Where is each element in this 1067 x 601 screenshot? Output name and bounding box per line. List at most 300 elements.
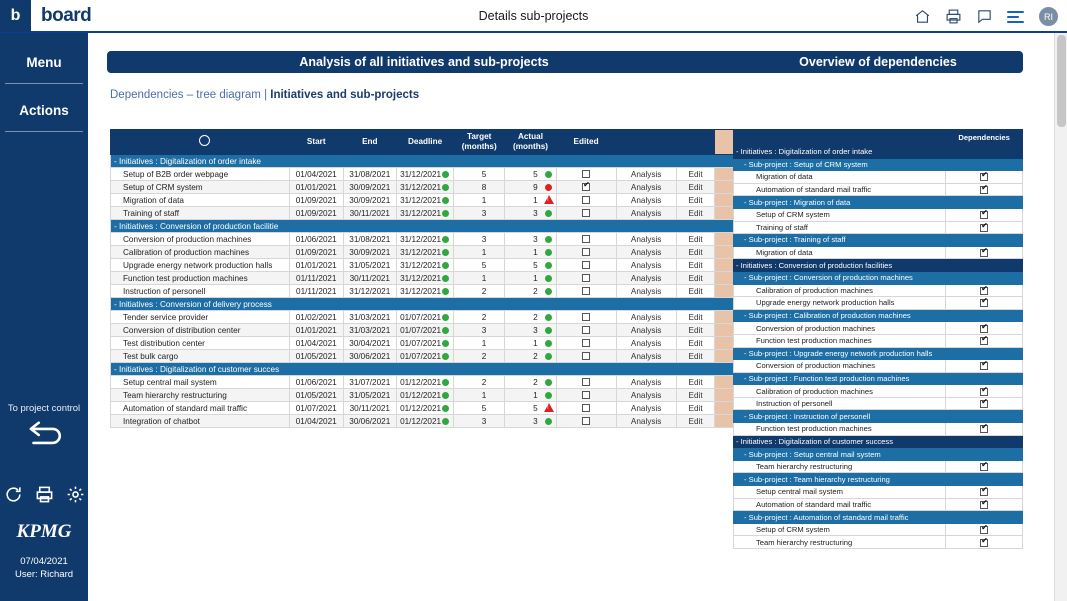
- dependency-label: Instruction of personell: [734, 397, 946, 410]
- dependency-check-cell[interactable]: [946, 486, 1023, 499]
- dependency-label: Calibration of production machines: [734, 284, 946, 297]
- table-row[interactable]: [111, 194, 742, 207]
- status-dot-green: [442, 405, 449, 412]
- dependency-checkbox[interactable]: [980, 186, 988, 194]
- dependency-row[interactable]: [734, 511, 1023, 524]
- status-dot-green: [545, 327, 552, 334]
- edited-checkbox[interactable]: [582, 235, 590, 243]
- status-dot-green: [442, 327, 449, 334]
- dependency-check-cell[interactable]: [946, 234, 1023, 247]
- table-row[interactable]: [111, 285, 742, 298]
- dependency-label: Team hierarchy restructuring: [734, 536, 946, 549]
- sidebar-divider-2: [5, 131, 83, 132]
- row-start: 01/09/2021: [289, 194, 343, 207]
- dependency-checkbox[interactable]: [980, 362, 988, 370]
- dependency-check-cell[interactable]: [946, 410, 1023, 423]
- analysis-link[interactable]: Analysis: [616, 337, 676, 350]
- dependency-check-cell[interactable]: [946, 334, 1023, 347]
- analysis-link[interactable]: Analysis: [616, 311, 676, 324]
- edited-checkbox[interactable]: [582, 417, 590, 425]
- row-deadline: 01/12/2021: [397, 389, 454, 402]
- dependency-check-cell[interactable]: [946, 297, 1023, 310]
- dependency-label: - Sub-project : Training of staff: [734, 234, 946, 247]
- dependency-check-cell[interactable]: [946, 536, 1023, 549]
- dependency-check-cell[interactable]: [946, 146, 1023, 159]
- col-deadline[interactable]: Deadline: [397, 130, 454, 155]
- col-edit: [676, 130, 715, 155]
- edit-link[interactable]: Edit: [676, 311, 715, 324]
- dependency-check-cell[interactable]: [946, 309, 1023, 322]
- row-start: 01/04/2021: [289, 168, 343, 181]
- initiative-group-label: - Initiatives : Conversion of delivery process: [111, 298, 742, 311]
- warning-icon: [544, 195, 554, 204]
- analysis-link[interactable]: Analysis: [616, 324, 676, 337]
- edit-link[interactable]: Edit: [676, 207, 715, 220]
- dependency-row[interactable]: [734, 410, 1023, 423]
- dependency-row[interactable]: [734, 259, 1023, 272]
- col-edited[interactable]: Edited: [556, 130, 616, 155]
- table-row[interactable]: [111, 272, 742, 285]
- home-icon[interactable]: [914, 8, 931, 25]
- dependency-check-cell[interactable]: [946, 183, 1023, 196]
- edited-checkbox[interactable]: [582, 170, 590, 178]
- col-end[interactable]: End: [343, 130, 397, 155]
- scrollbar-thumb[interactable]: [1057, 35, 1066, 127]
- row-target: 3: [454, 233, 505, 246]
- col-start[interactable]: Start: [289, 130, 343, 155]
- row-edited[interactable]: [556, 337, 616, 350]
- dependency-label: Automation of standard mail traffic: [734, 183, 946, 196]
- dependency-row[interactable]: [734, 234, 1023, 247]
- edit-link[interactable]: Edit: [676, 324, 715, 337]
- row-edited[interactable]: [556, 415, 616, 428]
- col-target-label: Target: [466, 132, 492, 141]
- status-dot-green: [545, 418, 552, 425]
- vertical-scrollbar[interactable]: [1054, 33, 1067, 601]
- row-deadline: 01/12/2021: [397, 415, 454, 428]
- row-target: 3: [454, 324, 505, 337]
- table-row[interactable]: [111, 337, 742, 350]
- row-edited[interactable]: [556, 311, 616, 324]
- status-dot-green: [442, 340, 449, 347]
- dependency-row[interactable]: [734, 284, 1023, 297]
- row-edited[interactable]: [556, 246, 616, 259]
- current-user: User: Richard: [14, 569, 74, 580]
- row-end: 31/08/2021: [343, 233, 397, 246]
- edit-link[interactable]: Edit: [676, 246, 715, 259]
- avatar[interactable]: RI: [1038, 6, 1059, 27]
- dependency-row[interactable]: [734, 334, 1023, 347]
- row-edited[interactable]: [556, 350, 616, 363]
- dependency-check-cell[interactable]: [946, 271, 1023, 284]
- sidebar-item-menu[interactable]: Menu: [26, 55, 62, 70]
- dependency-row[interactable]: [734, 183, 1023, 196]
- edited-checkbox[interactable]: [582, 274, 590, 282]
- table-row[interactable]: [111, 389, 742, 402]
- back-arrow-icon[interactable]: [0, 418, 88, 452]
- dependency-label: - Initiatives : Digitalization of order intake: [734, 146, 946, 159]
- analysis-link[interactable]: Analysis: [616, 285, 676, 298]
- table-row[interactable]: [111, 246, 742, 259]
- dependency-row[interactable]: [734, 208, 1023, 221]
- dependency-check-cell[interactable]: [946, 523, 1023, 536]
- dependency-label: Migration of data: [734, 246, 946, 259]
- row-target: 2: [454, 376, 505, 389]
- dependency-check-cell[interactable]: [946, 385, 1023, 398]
- dependency-checkbox[interactable]: [980, 173, 988, 181]
- dependency-check-cell[interactable]: [946, 448, 1023, 461]
- table-row[interactable]: [111, 376, 742, 389]
- dependency-row[interactable]: [734, 423, 1023, 436]
- right-panel-header: Overview of dependencies: [733, 51, 1023, 73]
- row-start: 01/02/2021: [289, 311, 343, 324]
- analysis-link[interactable]: Analysis: [616, 402, 676, 415]
- table-row[interactable]: [111, 207, 742, 220]
- dependency-row[interactable]: [734, 347, 1023, 360]
- dependency-row[interactable]: [734, 372, 1023, 385]
- row-actual: 1: [505, 246, 556, 259]
- dependency-check-cell[interactable]: [946, 372, 1023, 385]
- edited-checkbox[interactable]: [582, 313, 590, 321]
- edited-checkbox[interactable]: [582, 183, 590, 191]
- edit-link[interactable]: Edit: [676, 389, 715, 402]
- edited-checkbox[interactable]: [582, 404, 590, 412]
- dependency-checkbox[interactable]: [980, 224, 988, 232]
- dependency-row[interactable]: [734, 297, 1023, 310]
- row-deadline: 31/12/2021: [397, 168, 454, 181]
- dependency-row[interactable]: [734, 498, 1023, 511]
- row-end: 31/05/2021: [343, 389, 397, 402]
- analysis-link[interactable]: Analysis: [616, 259, 676, 272]
- row-deadline: 01/07/2021: [397, 337, 454, 350]
- col-actual-label: Actual: [517, 132, 543, 141]
- table-row[interactable]: [111, 168, 742, 181]
- analysis-link[interactable]: Analysis: [616, 415, 676, 428]
- dependency-row[interactable]: [734, 385, 1023, 398]
- row-target: 3: [454, 207, 505, 220]
- dependency-checkbox[interactable]: [980, 400, 988, 408]
- row-target: 1: [454, 337, 505, 350]
- row-edited[interactable]: [556, 324, 616, 337]
- row-edited[interactable]: [556, 168, 616, 181]
- edited-checkbox[interactable]: [582, 378, 590, 386]
- logo-mark[interactable]: b: [0, 0, 31, 32]
- status-dot-green: [442, 418, 449, 425]
- main-canvas: [88, 33, 1067, 601]
- dependency-row[interactable]: [734, 523, 1023, 536]
- edited-checkbox[interactable]: [582, 209, 590, 217]
- dependency-row[interactable]: [734, 196, 1023, 209]
- dependency-check-cell[interactable]: [946, 397, 1023, 410]
- dependency-row[interactable]: [734, 146, 1023, 159]
- settings-icon[interactable]: [66, 485, 85, 509]
- dependency-check-cell[interactable]: [946, 259, 1023, 272]
- dependency-check-cell[interactable]: [946, 246, 1023, 259]
- initiative-group-row[interactable]: [111, 220, 742, 233]
- dependency-label: Conversion of production machines: [734, 322, 946, 335]
- row-edited[interactable]: [556, 389, 616, 402]
- row-actual: 9: [505, 181, 556, 194]
- table-row[interactable]: [111, 415, 742, 428]
- row-actual: 5: [505, 168, 556, 181]
- analysis-link[interactable]: Analysis: [616, 207, 676, 220]
- dependency-row[interactable]: [734, 397, 1023, 410]
- dependency-check-cell[interactable]: [946, 208, 1023, 221]
- dependency-label: Migration of data: [734, 171, 946, 184]
- dependency-label: Calibration of production machines: [734, 385, 946, 398]
- status-dot-green: [442, 314, 449, 321]
- dependency-check-cell[interactable]: [946, 196, 1023, 209]
- status-dot-green: [545, 249, 552, 256]
- row-deadline: 31/12/2021: [397, 181, 454, 194]
- initiatives-table-body: [111, 155, 742, 428]
- dependency-checkbox[interactable]: [980, 539, 988, 547]
- edited-checkbox[interactable]: [582, 391, 590, 399]
- dependency-row[interactable]: [734, 221, 1023, 234]
- dependency-check-cell[interactable]: [946, 284, 1023, 297]
- edited-checkbox[interactable]: [582, 287, 590, 295]
- dependency-checkbox[interactable]: [980, 488, 988, 496]
- row-actual: 1: [505, 272, 556, 285]
- row-target: 2: [454, 350, 505, 363]
- dependency-row[interactable]: [734, 448, 1023, 461]
- print-icon[interactable]: [35, 485, 54, 509]
- dependency-row[interactable]: [734, 360, 1023, 373]
- dependency-label: - Sub-project : Function test production machines: [734, 372, 946, 385]
- dependency-checkbox[interactable]: [980, 388, 988, 396]
- status-dot-green: [442, 379, 449, 386]
- row-name: Function test production machines: [111, 272, 290, 285]
- status-dot-green: [545, 236, 552, 243]
- dependency-label: Setup central mail system: [734, 486, 946, 499]
- dependency-check-cell[interactable]: [946, 347, 1023, 360]
- row-end: 31/12/2021: [343, 285, 397, 298]
- status-dot-green: [442, 353, 449, 360]
- dependency-check-cell[interactable]: [946, 171, 1023, 184]
- analysis-link[interactable]: Analysis: [616, 181, 676, 194]
- row-deadline: 31/12/2021: [397, 233, 454, 246]
- col-target[interactable]: [454, 130, 505, 155]
- analysis-link[interactable]: Analysis: [616, 272, 676, 285]
- status-dot-green: [442, 210, 449, 217]
- dependency-check-cell[interactable]: [946, 360, 1023, 373]
- row-edited[interactable]: [556, 233, 616, 246]
- edit-link[interactable]: Edit: [676, 181, 715, 194]
- row-actual: 2: [505, 350, 556, 363]
- initiatives-table[interactable]: [110, 129, 742, 428]
- row-edited[interactable]: [556, 207, 616, 220]
- table-row[interactable]: [111, 324, 742, 337]
- dependency-label: - Sub-project : Setup of CRM system: [734, 158, 946, 171]
- status-dot-green: [545, 210, 552, 217]
- dependencies-table-body: [734, 146, 1023, 549]
- sidebar-tools: [0, 485, 88, 509]
- comment-icon[interactable]: [976, 8, 993, 25]
- dependency-row[interactable]: [734, 473, 1023, 486]
- dependency-check-cell[interactable]: [946, 498, 1023, 511]
- row-deadline: 01/07/2021: [397, 324, 454, 337]
- row-start: 01/04/2021: [289, 337, 343, 350]
- dependency-checkbox[interactable]: [980, 249, 988, 257]
- dependency-checkbox[interactable]: [980, 501, 988, 509]
- dependency-row[interactable]: [734, 171, 1023, 184]
- col-initiative[interactable]: [111, 130, 290, 155]
- table-row[interactable]: [111, 402, 742, 415]
- dependency-checkbox[interactable]: [980, 299, 988, 307]
- edited-checkbox[interactable]: [582, 326, 590, 334]
- current-date: 07/04/2021: [20, 556, 68, 567]
- row-name: Team hierarchy restructuring: [111, 389, 290, 402]
- edit-link[interactable]: Edit: [676, 337, 715, 350]
- collapse-toggle-icon[interactable]: [199, 135, 210, 146]
- dependency-row[interactable]: [734, 486, 1023, 499]
- refresh-icon[interactable]: [4, 485, 23, 509]
- col-actual[interactable]: [505, 130, 556, 155]
- dependency-label: Function test production machines: [734, 423, 946, 436]
- dependency-check-cell[interactable]: [946, 158, 1023, 171]
- edit-link[interactable]: Edit: [676, 402, 715, 415]
- table-row[interactable]: [111, 233, 742, 246]
- dependency-checkbox[interactable]: [980, 463, 988, 471]
- row-actual: 5: [505, 259, 556, 272]
- dependency-check-cell[interactable]: [946, 511, 1023, 524]
- table-row[interactable]: [111, 311, 742, 324]
- to-project-control-label: To project control: [7, 403, 81, 414]
- sidebar-footer: [0, 555, 88, 581]
- row-name: Conversion of production machines: [111, 233, 290, 246]
- dependency-checkbox[interactable]: [980, 287, 988, 295]
- row-actual: 2: [505, 311, 556, 324]
- dependency-checkbox[interactable]: [980, 325, 988, 333]
- row-end: 30/09/2021: [343, 194, 397, 207]
- row-end: 30/04/2021: [343, 337, 397, 350]
- initiative-group-row[interactable]: [111, 298, 742, 311]
- table-row[interactable]: [111, 259, 742, 272]
- row-actual: 2: [505, 285, 556, 298]
- row-start: 01/09/2021: [289, 246, 343, 259]
- row-name: Calibration of production machines: [111, 246, 290, 259]
- dependency-check-cell[interactable]: [946, 423, 1023, 436]
- edited-checkbox[interactable]: [582, 352, 590, 360]
- dependency-label: Upgrade energy network production halls: [734, 297, 946, 310]
- row-target: 8: [454, 181, 505, 194]
- dependency-check-cell[interactable]: [946, 460, 1023, 473]
- sidebar-item-actions[interactable]: Actions: [19, 103, 69, 118]
- table-row[interactable]: [111, 350, 742, 363]
- row-edited[interactable]: [556, 402, 616, 415]
- dependencies-table[interactable]: [733, 129, 1023, 549]
- edited-checkbox[interactable]: [582, 261, 590, 269]
- status-dot-green: [545, 379, 552, 386]
- analysis-link[interactable]: Analysis: [616, 246, 676, 259]
- initiative-group-row[interactable]: [111, 363, 742, 376]
- analysis-link[interactable]: Analysis: [616, 389, 676, 402]
- col-dependencies[interactable]: Dependencies: [946, 130, 1023, 146]
- dependency-check-cell[interactable]: [946, 221, 1023, 234]
- row-name: Setup of CRM system: [111, 181, 290, 194]
- row-target: 5: [454, 168, 505, 181]
- row-edited[interactable]: [556, 259, 616, 272]
- edited-checkbox[interactable]: [582, 196, 590, 204]
- status-dot-green: [442, 275, 449, 282]
- edit-link[interactable]: Edit: [676, 376, 715, 389]
- row-start: 01/04/2021: [289, 415, 343, 428]
- row-edited[interactable]: [556, 272, 616, 285]
- dependency-checkbox[interactable]: [980, 526, 988, 534]
- dependency-row[interactable]: [734, 322, 1023, 335]
- edit-link[interactable]: Edit: [676, 350, 715, 363]
- row-edited[interactable]: [556, 285, 616, 298]
- dependency-row[interactable]: [734, 158, 1023, 171]
- edit-link[interactable]: Edit: [676, 194, 715, 207]
- dependency-check-cell[interactable]: [946, 435, 1023, 448]
- dependency-checkbox[interactable]: [980, 337, 988, 345]
- initiative-group-row[interactable]: [111, 155, 742, 168]
- row-actual: 1: [505, 337, 556, 350]
- dependency-row[interactable]: [734, 246, 1023, 259]
- row-target: 1: [454, 272, 505, 285]
- edit-link[interactable]: Edit: [676, 415, 715, 428]
- analysis-link[interactable]: Analysis: [616, 350, 676, 363]
- printer-icon[interactable]: [945, 8, 962, 25]
- status-dot-green: [545, 275, 552, 282]
- edit-link[interactable]: Edit: [676, 285, 715, 298]
- dependency-checkbox[interactable]: [980, 211, 988, 219]
- edited-checkbox[interactable]: [582, 248, 590, 256]
- dependency-row[interactable]: [734, 435, 1023, 448]
- row-actual: 3: [505, 233, 556, 246]
- initiative-group-label: - Initiatives : Conversion of production facilitie: [111, 220, 742, 233]
- dependency-row[interactable]: [734, 536, 1023, 549]
- dependency-row[interactable]: [734, 309, 1023, 322]
- edited-checkbox[interactable]: [582, 339, 590, 347]
- dependency-row[interactable]: [734, 460, 1023, 473]
- status-dot-green: [545, 171, 552, 178]
- analysis-link[interactable]: Analysis: [616, 233, 676, 246]
- row-target: 1: [454, 389, 505, 402]
- edit-link[interactable]: Edit: [676, 272, 715, 285]
- left-panel-header: Analysis of all initiatives and sub-projects: [107, 51, 741, 73]
- dependency-check-cell[interactable]: [946, 322, 1023, 335]
- analysis-link[interactable]: Analysis: [616, 194, 676, 207]
- row-end: 30/11/2021: [343, 402, 397, 415]
- row-target: 5: [454, 402, 505, 415]
- menu-icon[interactable]: [1007, 11, 1024, 23]
- row-start: 01/05/2021: [289, 350, 343, 363]
- row-edited[interactable]: [556, 376, 616, 389]
- row-start: 01/05/2021: [289, 389, 343, 402]
- status-dot-green: [442, 288, 449, 295]
- row-edited[interactable]: [556, 181, 616, 194]
- dependency-checkbox[interactable]: [980, 425, 988, 433]
- dependency-check-cell[interactable]: [946, 473, 1023, 486]
- dependency-label: - Sub-project : Automation of standard mail traffic: [734, 511, 946, 524]
- row-start: 01/09/2021: [289, 207, 343, 220]
- table-row[interactable]: [111, 181, 742, 194]
- row-edited[interactable]: [556, 194, 616, 207]
- dependency-label: Setup of CRM system: [734, 208, 946, 221]
- analysis-link[interactable]: Analysis: [616, 168, 676, 181]
- row-deadline: 01/12/2021: [397, 376, 454, 389]
- analysis-link[interactable]: Analysis: [616, 376, 676, 389]
- dependency-label: Automation of standard mail traffic: [734, 498, 946, 511]
- edit-link[interactable]: Edit: [676, 168, 715, 181]
- dependency-row[interactable]: [734, 271, 1023, 284]
- row-target: 5: [454, 259, 505, 272]
- row-end: 30/06/2021: [343, 350, 397, 363]
- edit-link[interactable]: Edit: [676, 233, 715, 246]
- edit-link[interactable]: Edit: [676, 259, 715, 272]
